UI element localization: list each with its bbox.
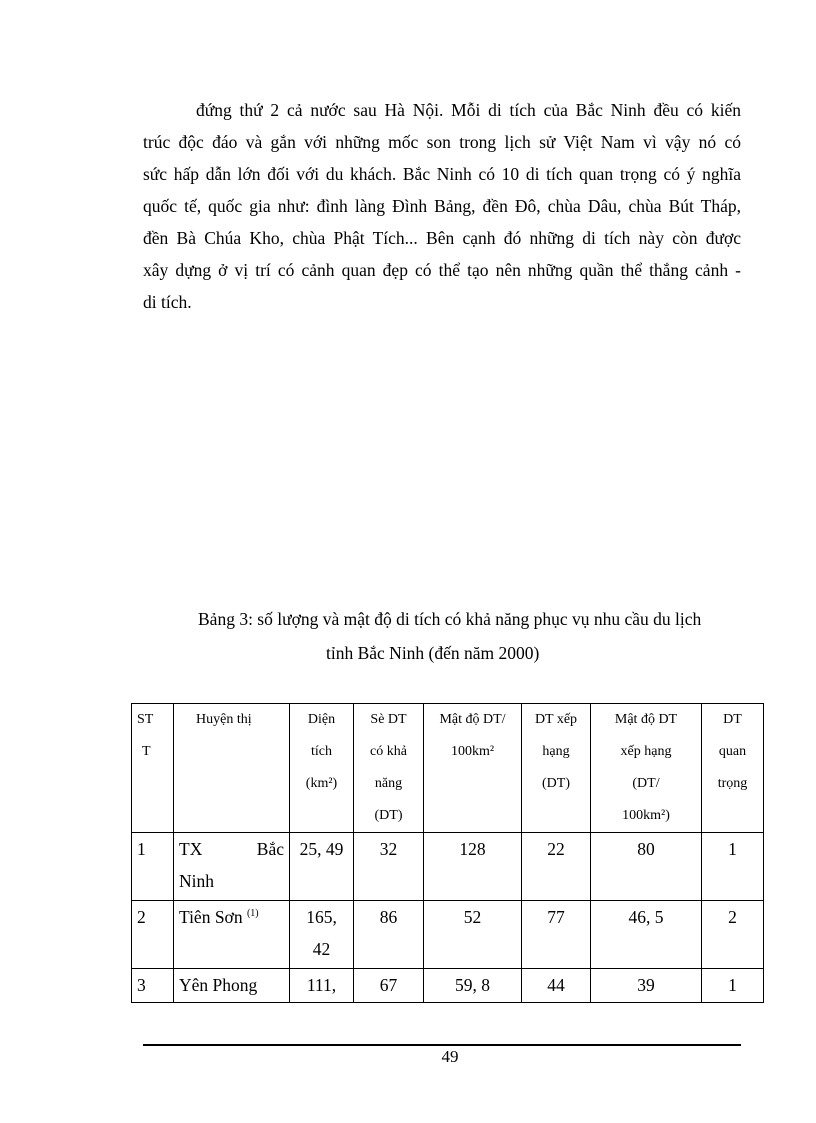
cell-district [174, 833, 290, 901]
footer-rule [143, 1044, 741, 1046]
header-ranked [522, 704, 591, 833]
header-text: Diện [307, 712, 336, 727]
header-text: có khả [370, 744, 407, 759]
header-text: trọng [717, 776, 748, 791]
cell-important: 2 [702, 901, 764, 969]
cell-area: 111, [290, 969, 354, 1003]
header-count [354, 704, 424, 833]
area-part: 165, [306, 907, 337, 927]
header-text: DT xếp [534, 712, 578, 727]
header-text: T [142, 744, 151, 759]
paragraph-line: trúc độc đáo và gắn với những mốc son trong lịch sử Việt Nam vì vậy nó có [143, 132, 741, 152]
header-text: (DT) [374, 808, 403, 823]
cell-count: 86 [354, 901, 424, 969]
header-stt [132, 704, 174, 833]
district-word: Bắc [256, 839, 284, 859]
cell-density: 52 [424, 901, 522, 969]
cell-stt: 2 [132, 901, 174, 969]
cell-count: 32 [354, 833, 424, 901]
paragraph-line: đền Bà Chúa Kho, chùa Phật Tích... Bên cạnh đó những di tích này còn được [143, 228, 741, 248]
district-line [179, 833, 284, 865]
header-text: Sè DT [370, 712, 407, 727]
cell-important: 1 [702, 969, 764, 1003]
table-caption [130, 602, 805, 670]
header-important [702, 704, 764, 833]
district-word: Ninh [179, 871, 214, 891]
caption-line-2: tỉnh Bắc Ninh (đến năm 2000) [326, 643, 540, 663]
cell-ranked: 77 [522, 901, 591, 969]
body-paragraph [143, 94, 741, 318]
header-text: 100km²) [622, 808, 670, 823]
cell-area: 25, 49 [290, 833, 354, 901]
header-text: xếp hạng [620, 744, 672, 759]
cell-district: Yên Phong [174, 969, 290, 1003]
header-ranked-density [591, 704, 702, 833]
cell-density: 59, 8 [424, 969, 522, 1003]
data-table [131, 703, 764, 1003]
area-part: 42 [312, 939, 331, 959]
cell-ranked-density: 39 [591, 969, 702, 1003]
cell-stt: 1 [132, 833, 174, 901]
caption-line-1: Bảng 3: số lượng và mật độ di tích có khả năng phục vụ nhu cầu du lịch [198, 609, 702, 629]
table-row [132, 833, 764, 901]
header-text: (km²) [305, 776, 338, 791]
cell-ranked-density: 46, 5 [591, 901, 702, 969]
cell-important: 1 [702, 833, 764, 901]
page-number: 49 [441, 1047, 459, 1066]
cell-count: 67 [354, 969, 424, 1003]
header-text: năng [374, 776, 403, 791]
table-row [132, 901, 764, 969]
paragraph-line: xây dựng ở vị trí có cảnh quan đẹp có thể tạo nên những quần thể thắng cảnh - [143, 260, 741, 280]
header-density [424, 704, 522, 833]
paragraph-line: sức hấp dẫn lớn đối với du khách. Bắc Ninh có 10 di tích quan trọng có ý nghĩa [143, 164, 741, 184]
header-text: (DT/ [632, 776, 660, 791]
header-text: tích [311, 744, 332, 759]
cell-area [290, 901, 354, 969]
header-area [290, 704, 354, 833]
cell-density: 128 [424, 833, 522, 901]
cell-district [174, 901, 290, 969]
header-text: DT [723, 712, 742, 727]
table-header-row [132, 704, 764, 833]
header-text: 100km² [450, 744, 495, 759]
header-text: quan [718, 744, 747, 759]
table-row [132, 969, 764, 1003]
footnote-marker: (1) [246, 908, 259, 920]
district-word: TX [179, 839, 203, 859]
paragraph-line: di tích. [143, 292, 192, 312]
cell-ranked: 22 [522, 833, 591, 901]
header-district [174, 704, 290, 833]
header-text: Mật độ DT [614, 712, 678, 727]
header-text: hạng [542, 744, 570, 759]
paragraph-line: đứng thứ 2 cả nước sau Hà Nội. Mỗi di tích của Bắc Ninh đều có kiến [196, 100, 741, 120]
header-text: ST [137, 712, 154, 727]
cell-stt: 3 [132, 969, 174, 1003]
header-text: (DT) [542, 776, 570, 791]
header-text: Mật độ DT/ [439, 712, 506, 727]
district-name: Tiên Sơn [179, 907, 243, 927]
paragraph-line: quốc tế, quốc gia như: đình làng Đình Bảng, đền Đô, chùa Dâu, chùa Bút Tháp, [143, 196, 741, 216]
cell-ranked: 44 [522, 969, 591, 1003]
cell-ranked-density: 80 [591, 833, 702, 901]
header-text: Huyện thị [196, 712, 252, 727]
